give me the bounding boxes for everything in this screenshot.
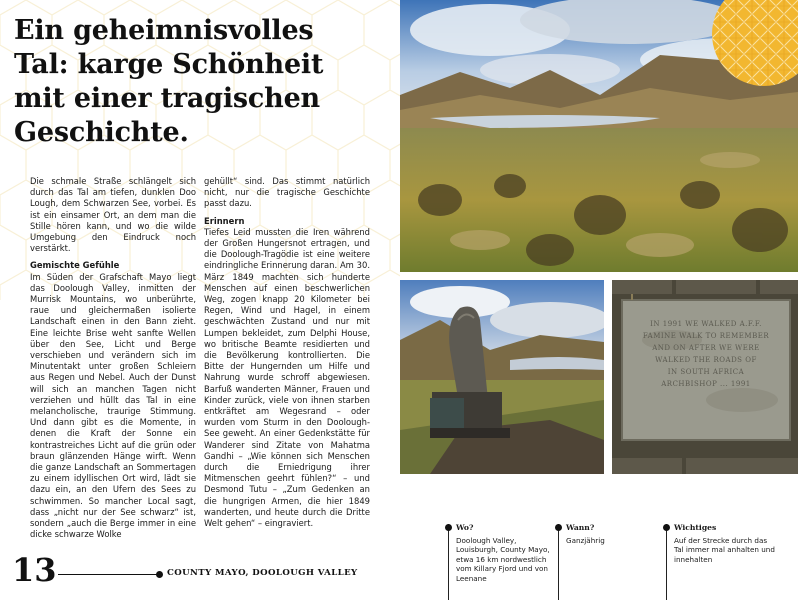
title-line: Geschichte. [14, 117, 189, 148]
info-text: Auf der Strecke durch das Tal immer mal anhalten und innehalten [674, 536, 775, 564]
footer-rule [58, 574, 158, 575]
page-number: 13 [12, 551, 57, 589]
info-divider [558, 524, 559, 600]
info-label: Wo? [456, 523, 474, 532]
info-text: Ganzjährig [566, 536, 605, 545]
title-line: mit einer tragischen [14, 83, 320, 114]
info-label: Wichtiges [674, 523, 717, 532]
info-label: Wann? [566, 523, 595, 532]
memorial-stone-photo [400, 280, 604, 474]
plaque-inscription [626, 318, 786, 390]
plaque-line: IN 1991 WE WALKED A.F.F. [650, 320, 762, 328]
plaque-line: IN SOUTH AFRICA [667, 368, 745, 376]
footer-section-label: COUNTY MAYO, DOOLOUGH VALLEY [167, 568, 358, 578]
plaque-line: ARCHBISHOP ... 1991 [661, 380, 751, 388]
article-column-left [30, 176, 196, 546]
body-paragraph: Tiefes Leid mussten die Iren während der Großen Hungersnot ertragen, und die Doolough-Tragödie ist eine weitere eindringliche Erinnerung daran. Am 30. März 1849 machten sich hunderte Menschen auf einen beschwerlichen Weg, zogen knapp 20 Kilometer bei Regen, Wind und Hagel, in einem geschwächten Zustand und nur mit Lumpen bekleidet, zum Delphi House, wo britische Beamte residierten und die Bevölkerung kontrollierten. Die Bitte der Hungernden um Hilfe und Nahrung wurde schroff abgewiesen. Barfuß wanderten Männer, Frauen und Kinder zurück, viele von ihnen starben entkräftet am Wegesrand – oder wurden vom Sturm in den Doolough-See geweht. An einer Gedenkstätte für Wanderer sind Zitate von Mahatma Gandhi – „Wie können sich Menschen durch die Erniedrigung ihrer Mitmenschen geehrt fühlen?“ – und Desmond Tutu – „Zum Gedenken an die hungrigen Armen, die hier 1849 wanderten, und heute durch die Dritte Welt gehen“ – eingraviert. [204, 226, 370, 529]
info-divider [448, 524, 449, 600]
body-paragraph: Im Süden der Grafschaft Mayo liegt das Doolough Valley, inmitten der Murrisk Mountains, wo unberührte, raue und gleichermaßen isolierte Landschaft einen in den Bann zieht. Eine leichte Brise weht sanfte Wellen über den See, Licht und Berge verschieben und verändern sich im Minutentakt unter großen Schleiern aus Regen und Nebel. Auch der Dunst will sich an manchen Tagen nicht verziehen und hüllt das Tal in eine melancholische, traurige Stimmung. Und dann gibt es die Momente, in denen die Kraft der Sonne ein kontrastreiches Licht auf die grün oder braun glänzenden Hänge wirft. Wenn die ganze Landschaft an Sommertagen zu einem idyllischen Ort wird, lädt sie dazu ein, an den Ufern des Sees zu schwimmen. So mancher Local sagt, dass „nicht nur der See schwarz“ ist, sondern „auch die Berge immer in eine dicke schwarze Wolke [30, 271, 196, 540]
plaque-line: WALKED THE ROADS OF [655, 356, 757, 364]
page-title [14, 14, 394, 150]
info-bullet-icon [445, 524, 452, 531]
section-heading: Gemischte Gefühle [30, 260, 120, 271]
title-line: Ein geheimnisvolles [14, 15, 314, 46]
info-bullet-icon [663, 524, 670, 531]
body-paragraph: gehüllt“ sind. Das stimmt natürlich nicht, nur die tragische Geschichte passt dazu. [204, 176, 370, 209]
decorative-yellow-circle [712, 0, 798, 86]
article-column-right [204, 176, 370, 546]
inscribed-plaque-photo [612, 280, 798, 474]
plaque-line: FAMINE WALK TO REMEMBER [642, 332, 770, 340]
section-heading: Erinnern [204, 215, 245, 226]
info-bullet-icon [555, 524, 562, 531]
info-divider [666, 524, 667, 600]
info-text: Doolough Valley, Louisburgh, County Mayo, etwa 16 km nordwestlich vom Killary Fjord und von Leenane [456, 536, 550, 583]
intro-paragraph: Die schmale Straße schlängelt sich durch das Tal am tiefen, dunklen Doo Lough, dem Schwarzen See, vorbei. Es ist ein einsamer Ort, an dem man die Stille hören kann, und wo die wilde Umgebung den Eindruck noch verstärkt. [30, 176, 196, 254]
plaque-line: AND ON AFTER WE WERE [652, 344, 760, 352]
title-line: Tal: karge Schönheit [14, 49, 324, 80]
footer-bullet-icon [156, 571, 163, 578]
